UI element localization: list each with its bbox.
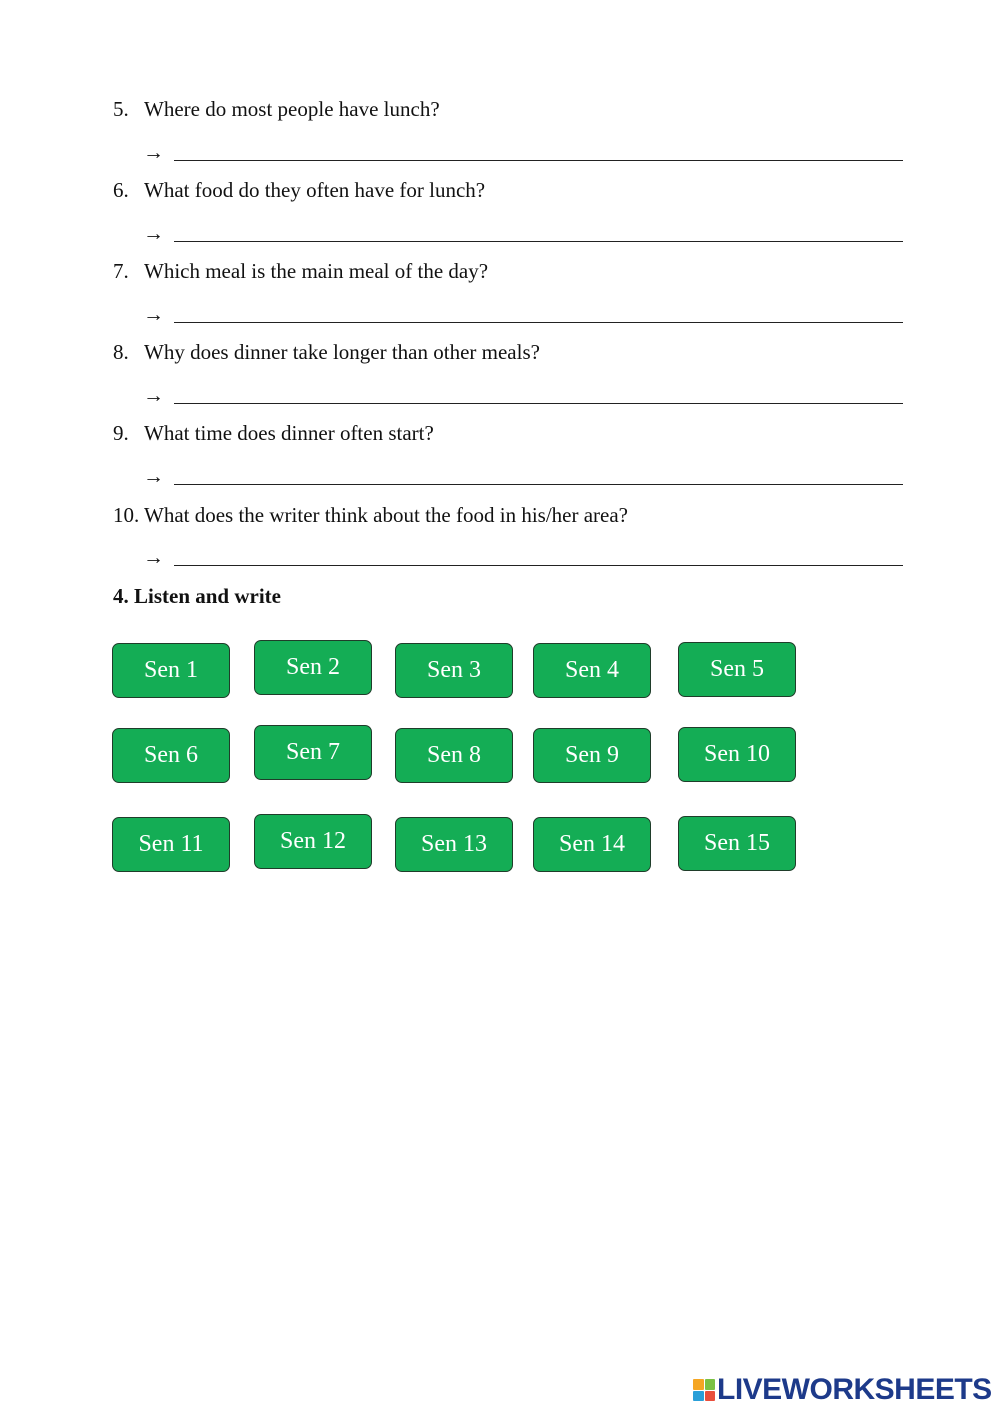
sen-9-button[interactable]: Sen 9 (533, 728, 651, 783)
question-text: What food do they often have for lunch? (144, 178, 486, 202)
sen-6-button[interactable]: Sen 6 (112, 728, 230, 783)
sen-10-button[interactable]: Sen 10 (678, 727, 796, 782)
sen-11-button[interactable]: Sen 11 (112, 817, 230, 872)
question-text: Where do most people have lunch? (144, 97, 440, 121)
question-text: What does the writer think about the food in his/her area? (144, 503, 629, 527)
section-title: 4. Listen and write (113, 584, 281, 608)
sen-12-button[interactable]: Sen 12 (254, 814, 372, 869)
question-8 (113, 340, 540, 364)
logo-text: LIVEWORKSHEETS (717, 1373, 992, 1406)
arrow-icon: → (143, 302, 164, 326)
answer-line (174, 484, 903, 485)
sen-1-button[interactable]: Sen 1 (112, 643, 230, 698)
question-number: 7. (113, 259, 129, 283)
question-number: 10. (113, 503, 140, 527)
sen-13-button[interactable]: Sen 13 (395, 817, 513, 872)
arrow-icon: → (143, 221, 164, 245)
sen-7-button[interactable]: Sen 7 (254, 725, 372, 780)
sen-3-button[interactable]: Sen 3 (395, 643, 513, 698)
question-number: 6. (113, 178, 129, 202)
question-number: 8. (113, 340, 129, 364)
arrow-icon: → (143, 383, 164, 407)
arrow-icon: → (143, 545, 164, 569)
sen-2-button[interactable]: Sen 2 (254, 640, 372, 695)
answer-line (174, 403, 903, 404)
question-number: 9. (113, 421, 129, 445)
answer-line (174, 160, 903, 161)
answer-line (174, 322, 903, 323)
question-6 (113, 178, 485, 202)
question-9 (113, 421, 434, 445)
question-5 (113, 97, 440, 121)
logo-mark-icon (693, 1379, 715, 1401)
question-7 (113, 259, 488, 283)
answer-field-9[interactable] (143, 464, 903, 492)
answer-field-8[interactable] (143, 383, 903, 411)
sen-5-button[interactable]: Sen 5 (678, 642, 796, 697)
liveworksheets-logo (693, 1374, 992, 1406)
question-10 (113, 503, 628, 527)
sen-15-button[interactable]: Sen 15 (678, 816, 796, 871)
answer-field-6[interactable] (143, 221, 903, 249)
answer-line (174, 241, 903, 242)
arrow-icon: → (143, 140, 164, 164)
answer-field-7[interactable] (143, 302, 903, 330)
question-text: What time does dinner often start? (144, 421, 434, 445)
answer-field-10[interactable] (143, 545, 903, 573)
sen-4-button[interactable]: Sen 4 (533, 643, 651, 698)
question-text: Which meal is the main meal of the day? (144, 259, 489, 283)
question-number: 5. (113, 97, 129, 121)
sen-8-button[interactable]: Sen 8 (395, 728, 513, 783)
sen-14-button[interactable]: Sen 14 (533, 817, 651, 872)
question-text: Why does dinner take longer than other meals? (144, 340, 540, 364)
answer-field-5[interactable] (143, 140, 903, 168)
arrow-icon: → (143, 464, 164, 488)
answer-line (174, 565, 903, 566)
